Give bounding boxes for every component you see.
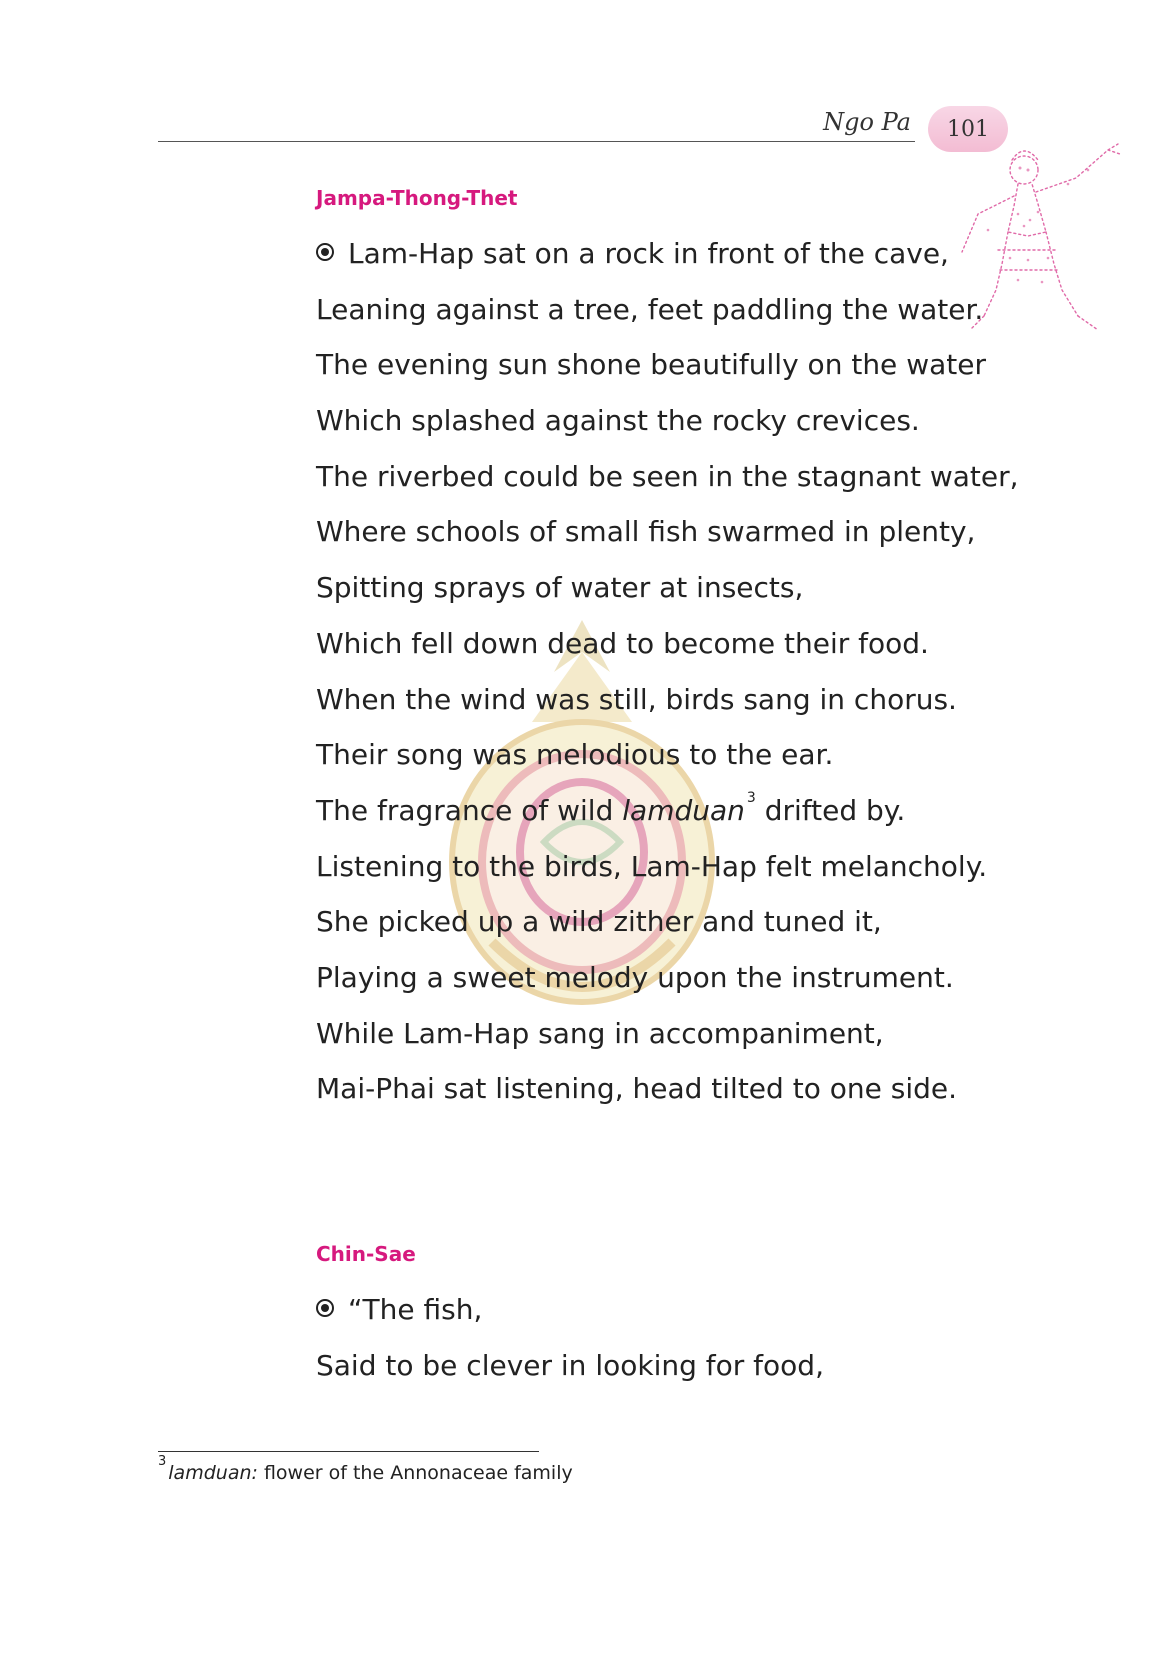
verse-line: “The fish, xyxy=(316,1290,824,1346)
verse-line: Spitting sprays of water at insects, xyxy=(316,571,804,605)
verse-line: She picked up a wild zither and tuned it, xyxy=(316,905,882,939)
verse-line: The evening sun shone beautifully on the water xyxy=(316,348,986,382)
footnote xyxy=(158,1454,573,1484)
section-title-jampa-thong-thet: Jampa-Thong-Thet xyxy=(316,186,518,210)
verse-line: Said to be clever in looking for food, xyxy=(316,1348,824,1382)
verse-line: When the wind was still, birds sang in chorus. xyxy=(316,682,957,716)
verse-line: Which splashed against the rocky crevices. xyxy=(316,404,920,438)
footnote-number: 3 xyxy=(158,1454,167,1469)
verse-line: Playing a sweet melody upon the instrument. xyxy=(316,960,954,994)
verse-jampa-thong-thet xyxy=(316,234,1019,1125)
verse-text: drifted by. xyxy=(755,793,906,827)
verse-line: Leaning against a tree, feet paddling the water. xyxy=(316,292,984,326)
section-title-chin-sae: Chin-Sae xyxy=(316,1242,416,1266)
verse-line: Which fell down dead to become their food. xyxy=(316,626,929,660)
verse-line: Lam-Hap sat on a rock in front of the cave, xyxy=(316,234,1019,290)
fisheye-bullet-icon xyxy=(316,1299,334,1317)
footnote-rule xyxy=(158,1451,539,1452)
italic-term: lamduan xyxy=(622,793,745,827)
footnote-text: flower of the Annonaceae family xyxy=(257,1462,573,1484)
verse-line: Mai-Phai sat listening, head tilted to one side. xyxy=(316,1072,957,1106)
footnote-term: lamduan: xyxy=(168,1462,258,1484)
header-rule xyxy=(158,141,915,142)
verse-line: Where schools of small fish swarmed in plenty, xyxy=(316,515,976,549)
verse-line: Listening to the birds, Lam-Hap felt melancholy. xyxy=(316,849,988,883)
verse-line: While Lam-Hap sang in accompaniment, xyxy=(316,1016,884,1050)
footnote-ref[interactable]: 3 xyxy=(746,789,756,806)
verse-chin-sae xyxy=(316,1290,824,1401)
fisheye-bullet-icon xyxy=(316,243,334,261)
verse-text: The fragrance of wild xyxy=(316,793,623,827)
verse-line: The riverbed could be seen in the stagnant water, xyxy=(316,459,1019,493)
verse-line xyxy=(316,791,1019,847)
page-number: 101 xyxy=(947,116,989,142)
running-title: Ngo Pa xyxy=(823,108,911,136)
verse-line: Their song was melodious to the ear. xyxy=(316,738,834,772)
